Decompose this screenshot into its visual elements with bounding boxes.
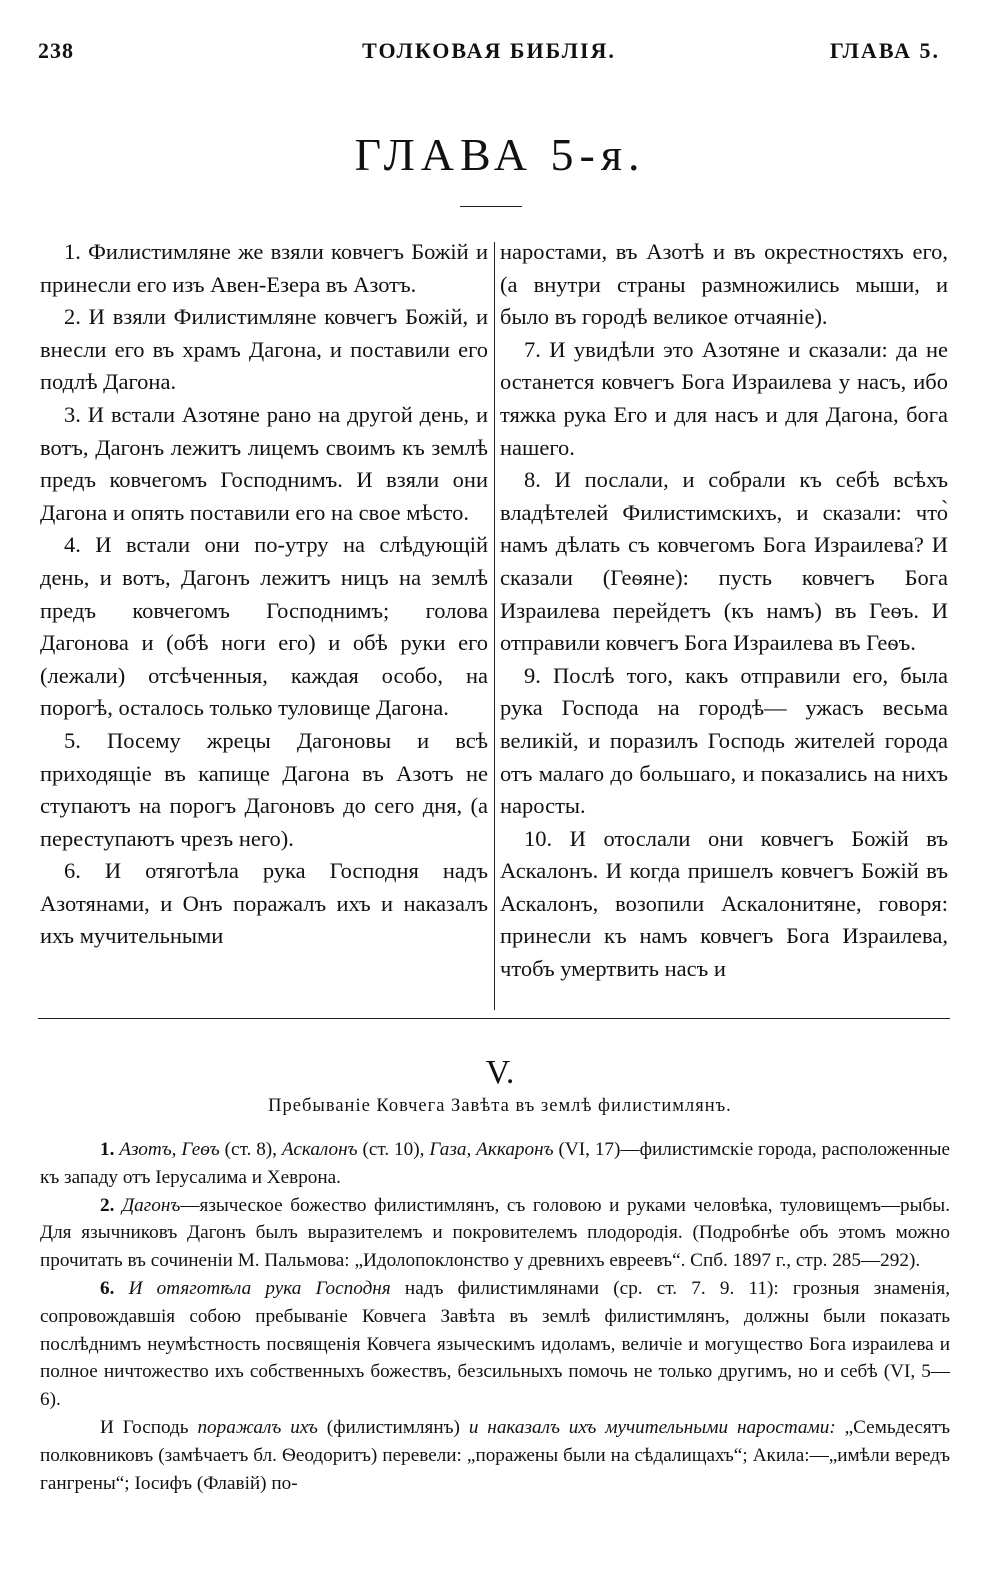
verse-6: 6. И отяготѣла рука Господня надъ Азотянами, и Онъ поражалъ ихъ и наказалъ ихъ мучительными <box>40 858 488 949</box>
right-column <box>500 236 948 1010</box>
title-divider <box>460 206 522 207</box>
verse-4: 4. И встали они по-утру на слѣдующій день, и вотъ, Дагонъ лежитъ ницъ на землѣ предъ ковчегомъ Господнимъ; голова Дагонова и (обѣ ноги его) и обѣ руки его (лежали) отсѣченныя, каждая особо, на порогѣ, осталось только туловище Дагона. <box>40 532 488 721</box>
commentary-note-6-continued: И Господь поражалъ ихъ (филистимлянъ) и наказалъ ихъ мучительными наростами: „Семьдесятъ полковниковъ (замѣчаетъ бл. Ѳеодоритъ) перевели: „поражены были на сѣдалищахъ“; Акила:—„имѣли вередъ гангрены“; Іосифъ (Флавій) по- <box>40 1416 950 1494</box>
section-divider <box>38 1018 950 1019</box>
running-head <box>38 38 940 72</box>
chapter-title: ГЛАВА 5-я. <box>354 129 646 180</box>
verse-8: 8. И послали, и собрали къ себѣ всѣхъ владѣтелей Филистимскихъ, и сказали: что̀ намъ дѣлать съ ковчегомъ Бога Израилева? И сказали (Геѳяне): пусть ковчегъ Бога Израилева перейдетъ (къ намъ) въ Геѳъ. И отправили ковчегъ Бога Израилева въ Геѳъ. <box>500 467 948 656</box>
commentary <box>40 1136 950 1497</box>
verse-1: 1. Филистимляне же взяли ковчегъ Божій и принесли его изъ Авен-Езера въ Азотъ. <box>40 239 488 297</box>
commentary-heading: Пребываніе Ковчега Завѣта въ землѣ филистимлянъ. <box>268 1096 732 1116</box>
verse-3: 3. И встали Азотяне рано на другой день, и вотъ, Дагонъ лежитъ лицемъ своимъ къ землѣ предъ ковчегомъ Господнимъ. И взяли они Дагона и опять поставили его на свое мѣсто. <box>40 401 488 525</box>
verse-9: 9. Послѣ того, какъ отправили его, была рука Господа на городѣ— ужасъ весьма великій, и поразилъ Господь жителей города отъ малаго до большаго, и показались на нихъ наросты. <box>500 662 948 819</box>
verse-5: 5. Посему жрецы Дагоновы и всѣ приходящіе въ капище Дагона въ Азотъ не ступаютъ на порогъ Дагоновъ до сего дня, (а переступаютъ чрезъ него). <box>40 727 488 851</box>
commentary-note-1: 1. Азотъ, Геѳъ (ст. 8), Аскалонъ (ст. 10), Газа, Аккаронъ (VI, 17)—филистимскіе города, расположенные къ западу отъ Іерусалима и Хеврона. <box>40 1139 951 1188</box>
verse-2: 2. И взяли Филистимляне ковчегъ Божій, и внесли его въ храмъ Дагона, и поставили его подлѣ Дагона. <box>40 304 488 395</box>
verse-7: 7. И увидѣли это Азотяне и сказали: да не останется ковчегъ Бога Израилева у насъ, ибо тяжка рука Его и для насъ и для Дагона, бога нашего. <box>500 336 948 460</box>
verse-10: 10. И отослали они ковчегъ Божій въ Аскалонъ. И когда пришелъ ковчегъ Божій въ Аскалонъ, возопили Аскалонитяне, говоря: принесли къ намъ ковчегъ Бога Израилева, чтобъ умертвить насъ и <box>500 825 948 982</box>
running-chapter-label: ГЛАВА 5. <box>829 38 940 63</box>
page-number: 238 <box>38 38 74 63</box>
column-divider <box>494 242 495 1010</box>
commentary-note-2: 2. Дагонъ—языческое божество филистимлянъ, съ головою и руками человѣка, туловищемъ—рыбы. Для язычниковъ Дагонъ былъ выразителемъ и покровителемъ плодородія. (Подробнѣе объ этомъ можно прочитать въ сочиненіи М. Пальмова: „Идолопоклонство у древнихъ евреевъ“. Спб. 1897 г., стр. 285—292). <box>40 1194 950 1272</box>
book-title: ТОЛКОВАЯ БИБЛІЯ. <box>362 38 616 63</box>
left-column <box>40 236 488 1010</box>
scripture-text <box>40 236 948 1010</box>
commentary-marker: V. <box>485 1054 515 1091</box>
verse-6-continued: наростами, въ Азотѣ и въ окрестностяхъ его, (а внутри страны размножились мыши, и было въ городѣ великое отчаяніе). <box>500 239 948 330</box>
commentary-note-6: 6. И отяготѣла рука Господня надъ филистимлянами (ср. ст. 7. 9. 11): грозныя знаменія, сопровождавшія собою пребываніе Ковчега Завѣта въ землѣ филистимлянъ, должны были показать послѣднимъ неумѣстность посвященія Ковчега языческимъ идоламъ, величіе и могущество Бога израилева и полное ничтожество ихъ собственныхъ божествъ, безсильныхъ помочь не только другимъ, но и себѣ (VI, 5—6). <box>40 1277 950 1411</box>
